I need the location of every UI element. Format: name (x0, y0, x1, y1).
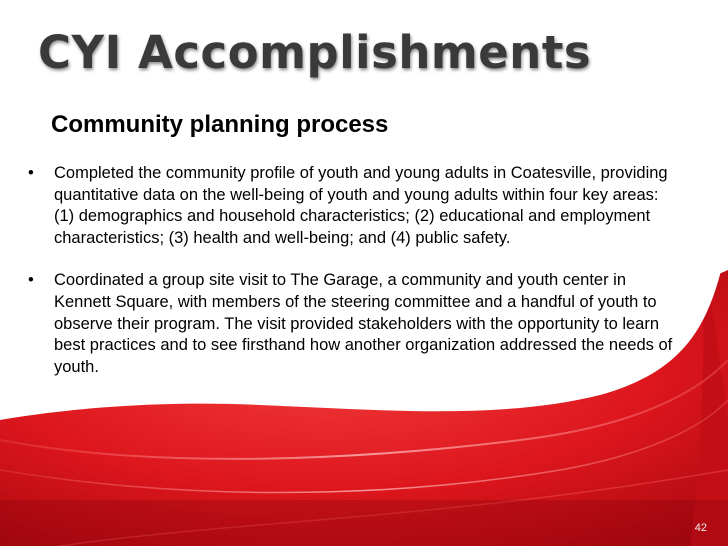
bullet-dot-icon: • (28, 271, 34, 290)
slide-number: 42 (694, 522, 707, 534)
slide-subtitle: Community planning process (51, 111, 389, 138)
bullet-item (28, 270, 678, 378)
slide-title: CYI Accomplishments (38, 26, 592, 79)
bullet-text: Completed the community profile of youth and young adults in Coatesville, providing quantitative data on the well-being of youth and young adults within four key areas: (1) demographics and household characteristics; (2) educational and employment characteristics; (3) health and well-being; and (4) public safety. (54, 164, 668, 247)
bullet-text: Coordinated a group site visit to The Garage, a community and youth center in Kennett Square, with members of the steering committee and a handful of youth to observe their program. The visit provided stakeholders with the opportunity to learn best practices and to see firsthand how another organization addressed the needs of youth. (54, 271, 673, 376)
bullet-list (28, 163, 678, 378)
bullet-item (28, 163, 678, 249)
bullet-dot-icon: • (28, 164, 34, 182)
